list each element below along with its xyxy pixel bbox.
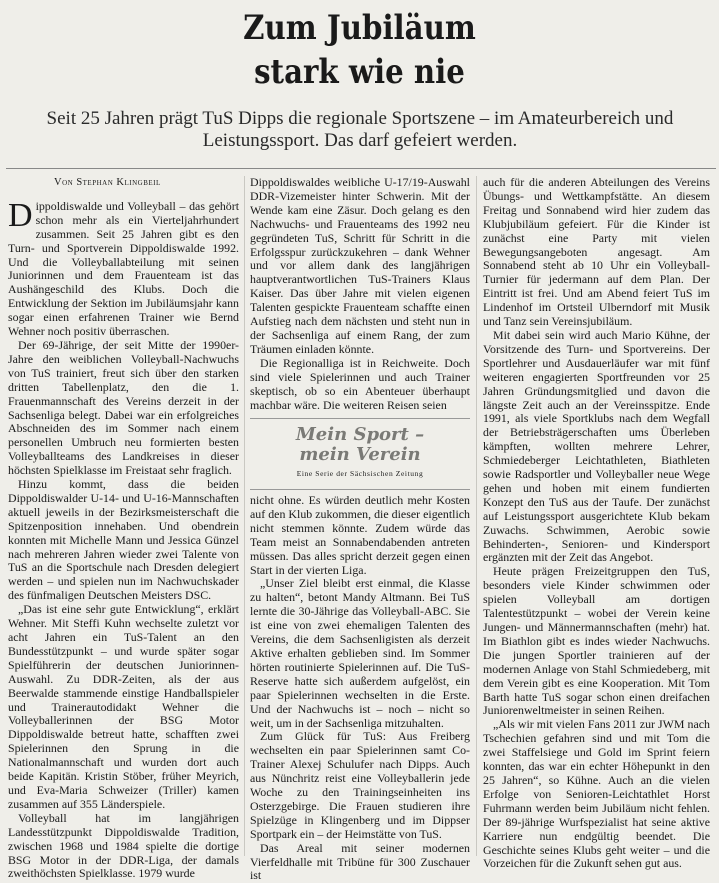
- dropcap: D: [8, 196, 33, 234]
- series-label: Eine Serie der Sächsischen Zeitung: [296, 469, 424, 478]
- headline-line1: Zum Jubiläum: [243, 8, 476, 48]
- headline-line2: stark wie nie: [254, 52, 465, 92]
- paragraph: Volleyball hat im langjährigen Landesstützpunkt Dippoldiswalde Tradition, zwischen 1968 und 1984 spielte die dortige BSG Motor in der DDR-Liga, der damals zweithöchsten Spielklasse. 1979 wurde: [8, 810, 239, 881]
- column-1: [8, 176, 239, 881]
- paragraph: Der 69-Jährige, der seit Mitte der 1990er-Jahre den weiblichen Volleyball-Nachwuchs von TuS trainiert, freut sich über den starken dritten Tabellenplatz, den die 1. Frauenmannschaft des Vereins derzeit in der Sachsenliga belegt. Dabei war ein erfolgreiches Abschneiden des im Sommer nach einem personellen Umbruch neu formierten besten Volleyballteams des Landkreises in dieser höchsten Spielklasse im Freistaat sehr fraglich.: [8, 337, 239, 478]
- paragraph: auch für die anderen Abteilungen des Vereins Übungs- und Wettkampfstätte. An diesem Freitag und Sonnabend wird hier zudem das Klubjubiläum gefeiert. Für die Kinder ist zunächst eine Party mit vielen Bewegungsangeboten angesagt. Am Sonnabend steht ab 10 Uhr ein Volleyball-Turnier für jedermann auf dem Plan. Der Eintritt ist frei. Und am Abend feiert TuS im Lindenhof im Ortsteil Ulberndorf mit Musik und Tanz sein Vereinsjubiläum.: [483, 175, 710, 329]
- paragraph: Das Areal mit seiner modernen Vierfeldhalle mit Tribüne für 300 Zuschauer ist: [250, 840, 470, 883]
- header-rule: [6, 168, 716, 169]
- column-divider: [244, 176, 245, 856]
- headline: [50, 6, 668, 94]
- paragraph: nicht ohne. Es würden deutlich mehr Kosten auf den Klub zukommen, die dieser eigentlich nicht stemmen könnte. Zudem würde das Team meist an Sonnabendabenden antreten müssen. Das alles spricht derzeit gegen einen Start in der vierten Liga.: [250, 493, 470, 577]
- byline: Von Stephan Klingbeil: [54, 177, 161, 188]
- column-3: [483, 176, 710, 871]
- paragraph: „Unser Ziel bleibt erst einmal, die Klasse zu halten“, betont Mandy Altmann. Bei TuS lernte die 30-Jährige das Volleyball-ABC. Sie ist eine von zwei ehemaligen Talenten des Vereins, die dem Sachsenligisten als derzeit Aktive erhalten geblieben sind. Im Sommer hörten routinierte Spielerinnen auf. Die TuS-Reserve hatte sich außerdem aufgelöst, ein paar Spielerinnen wechselten in die Erste. Und der Nachwuchs ist – noch – nicht so weit, um in der Sachsenliga mitzuhalten.: [250, 576, 470, 730]
- paragraph: „Als wir mit vielen Fans 2011 zur JWM nach Tschechien gefahren sind und mit Tom die zwei Staffelsiege und Gold im Sprint feiern konnten, das war ein echter Höhepunkt in den 25 Jahren“, so Kühne. Auch an die vielen Erfolge von Senioren-Leichtathlet Horst Fuhrmann werden beim Jubiläum nicht fehlen. Der 89-jährige Wurfspezialist hat seine aktive Karriere nun endgültig beendet. Die Geschichte seines Klubs geht weiter – und die Vorzeichen für die Zukunft sehen gut aus.: [483, 717, 710, 871]
- series-title-line2: mein Verein: [299, 444, 421, 465]
- subheadline: Seit 25 Jahren prägt TuS Dipps die regionale Sportszene – im Amateurbereich und Leistungssport. Das darf gefeiert werden.: [46, 108, 674, 151]
- paragraph: Zum Glück für TuS: Aus Freiberg wechselten ein paar Spielerinnen samt Co-Trainer Alexej Schulufer nach Dipps. Auch aus Nünchritz reist eine Volleyballerin jede Woche zu den Trainingseinheiten ins Osterzgebirge. Die Frauen studieren ihre Spielzüge in Klingenberg und im Dippser Sportpark ein – der Heimstätte von TuS.: [250, 729, 470, 841]
- paragraph: „Das ist eine sehr gute Entwicklung“, erklärt Wehner. Mit Steffi Kuhn wechselte zuletzt vor acht Jahren ein TuS-Talent an den Bundesstützpunkt – und wurde später sogar Spielführerin der deutschen Juniorinnen-Auswahl. Zu DDR-Zeiten, als der aus Beerwalde stammende einstige Handballspieler und Trainerautodidakt Wehner die Volleyballerinnen der BSG Motor Dippoldiswalde betreut hatte, schafften zwei Spielerinnen den Sprung in die Nationalmannschaft und wurden dort auch beide Kapitän. Kristin Stöber, früher Meyrich, und Eva-Maria Schweizer (Triller) kamen zusammen auf 355 Länderspiele.: [8, 602, 239, 811]
- paragraph: Die Regionalliga ist in Reichweite. Doch sind viele Spielerinnen und auch Trainer skeptisch, ob so ein Abenteuer überhaupt machbar wäre. Die weiteren Reisen seien: [250, 355, 470, 412]
- paragraph: Hinzu kommt, dass die beiden Dippoldiswalder U-14- und U-16-Mannschaften aktuell jeweils in der Bezirksmeisterschaft die Spitzenposition innehaben. Und obendrein konnten mit Michelle Mann und Jessica Günzel nach mehreren Jahren wieder zwei Talente von TuS an die Sportschule nach Dresden delegiert werden – und spielen nun im Nachwuchskader des fünfmaligen Deutschen Meisters DSC.: [8, 477, 239, 603]
- paragraph: Dippoldiswaldes weibliche U-17/19-Auswahl DDR-Vizemeister hinter Schwerin. Mit der Wende kam eine Zäsur. Doch gelang es den Nachwuchs- und Frauenteams des 1992 neu gegründeten TuS, Schritt für Schritt in die Erfolgsspur zurückzukehren – dank Wehner und vor allem dank des langjährigen hauptverantwortlichen TuS-Trainers Klaus Kaiser. Das über Jahre mit vielen eigenen Talenten gespickte Frauenteam schaffte einen Aufstieg nach dem nächsten und steht nun in der Sachsenliga auf einem Rang, der zum Träumen einladen könnte.: [250, 176, 470, 356]
- series-title-line1: Mein Sport –: [295, 424, 425, 445]
- column-divider: [476, 176, 477, 856]
- column-2-top: [250, 176, 470, 412]
- column-2-bottom: [250, 494, 470, 883]
- series-box: [250, 418, 470, 490]
- paragraph: Heute prägen Freizeitgruppen den TuS, besonders viele Kinder schwimmen oder spielen Volleyball am dortigen Talentestützpunkt – wobei der Verein keine Jungen- und Männermannschaften (mehr) hat. Im Biathlon gibt es indes wieder Nachwuchs. Die jungen Sportler trainieren auf der modernen Anlage von Stahl Schmiedeberg, mit dem Verein gibt es eine Kooperation. Mit Tom Barth hatte TuS sogar schon einen dreifachen Juniorenweltmeister in seinen Reihen.: [483, 564, 710, 718]
- paragraph: Mit dabei sein wird auch Mario Kühne, der Vorsitzende des Turn- und Sportvereins. Der Sportlehrer und Ausdauerläufer war mit fünf weiteren engagierten Sportfreunden vor 25 Jahren Gründungsmitglied und davon die längste Zeit auch an der Vereinsspitze. Ende 1991, als viele Sportklubs nach dem Wegfall der Betriebsträgerschaften ums Überleben kämpften, wollten mehrere Lehrer, Schmiedeberger Leichtathleten, Biathleten sowie Radsportler und Volleyballer neue Wege gehen und hoben mit einem fundierten Konzept den TuS aus der Taufe. Der zunächst auf Leistungssport ausgerichtete Klub bekam Zuwachs. Schwimmen, Aerobic sowie Behinderten-, Senioren- und Kindersport ergänzten mit der Zeit das Angebot.: [483, 327, 710, 565]
- paragraph: Dippoldiswalde und Volleyball – das gehört schon mehr als ein Vierteljahrhundert zusammen. Seit 25 Jahren gibt es den Turn- und Sportverein Dippoldiswalde 1992. Und die Volleyballabteilung mit seinen Juniorinnen und dem Frauenteam ist das Aushängeschild des Klubs. Doch die Entwicklung der Sektion im Jubiläumsjahr kann sogar einen erfahrenen Trainer wie Bernd Wehner noch positiv überraschen.: [8, 196, 239, 339]
